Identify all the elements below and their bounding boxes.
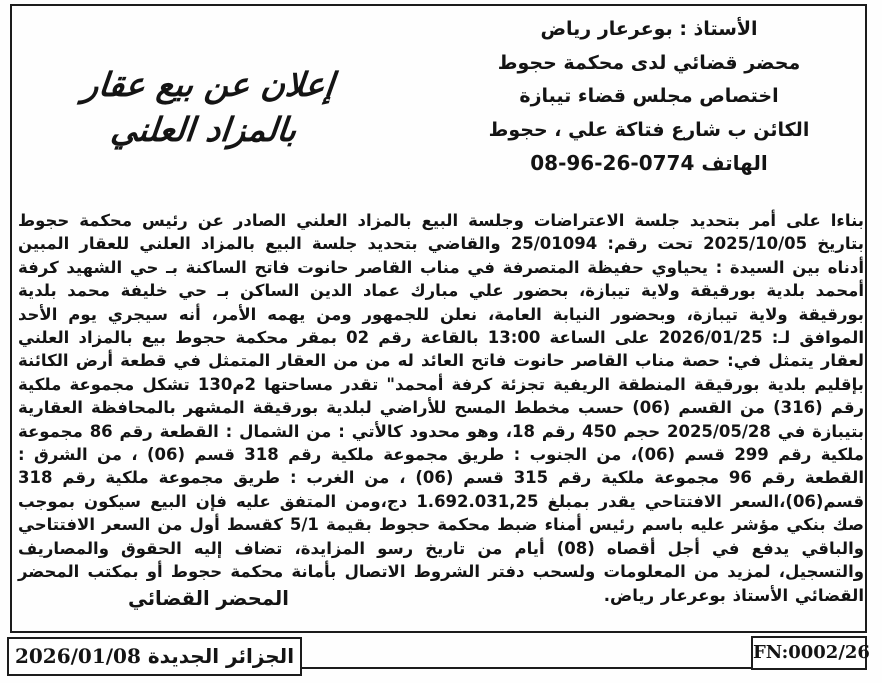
bailiff-name-line: الأستاذ : بوعرعار رياض — [540, 18, 758, 40]
bailiff-title-line: محضر قضائي لدى محكمة حجوط — [497, 51, 801, 74]
notice-body-text: بناءا على أمر بتحديد جلسة الاعتراضات وجلسة البيع بالمزاد العلني الصادر عن رئيس محكمة حجوط بتاريخ 2025/10/05 تحت رقم: 25/01094 والقاضي بتحديد جلسة البيع بالمزاد العلني للعقار المبين أدناه بين السيدة : يحياوي حفيظة المتصرفة في مناب القاصر حانوت فاتح الساكنة بـ حي الشهيد كرفة أمحمد بلدية بورقيقة ولاية تيبازة، بحضور علي مبارك عماد الدين الساكن بـ حي خليفة محمد بلدية بورقيقة ولاية تيبازة، وبحضور النيابة العامة، نعلن للجمهور ومن يهمه الأمر، أنه سيجري يوم الأحد الموافق لـ: 2026/01/25 على الساعة 13:00 بالقاعة رقم 02 بمقر محكمة حجوط بيع بالمزاد العلني لعقار يتمثل في: حصة مناب القاصر حانوت فاتح العائد له من من العقار المتمثل في قطعة أرض الكائنة بإقليم بلدية بورقيقة المنطقة الريفية تجزئة كرفة أمحمد" تقدر مساحتها 2م130 تشكل مجموعة ملكية رقم (316) من القسم (06) حسب مخطط المسح للأراضي لبلدية بورقيقة المشهر بالمحافظة العقارية بتيبازة في 2025/05/28 حجم 450 رقم 18، وهو محدود كالأتي : من الشمال : القطعة رقم 86 مجموعة ملكية رقم 299 قسم (06)، من الجنوب : طريق مجموعة ملكية رقم 318 قسم (06) ، من الشرق : القطعة رقم 96 مجموعة ملكية رقم 315 قسم (06) ، من الغرب : طريق مجموعة ملكية رقم 318 قسم(06)،السعر الافتتاحي يقدر بمبلغ 1.692.031,25 دج،ومن المتفق عليه فإن البيع سيكون بموجب صك بنكي مؤشر عليه باسم رئيس أمناء ضبط محكمة حجوط بقيمة 5/1 كقسط أول من السعر الافتتاحي والباقي يدفع في أجل أقصاه (08) أيام من تاريخ رسو المزايدة، تضاف إليه الحقوق والمصاريف والتسجيل، لمزيد من المعلومات ولسحب دفتر الشروط الاتصال بأمانة محكمة حجوط أو بمكتب المحضر القضائي الأستاذ بوعرعار رياض. — [18, 211, 865, 605]
bailiff-signature-label: المحضر القضائي — [128, 587, 289, 610]
newspaper-date-box: الجزائر الجديدة 2026/01/08 — [7, 637, 302, 676]
office-address-line: الكائن ب شارع فتاكة علي ، حجوط — [488, 118, 810, 141]
footer-divider-line — [301, 667, 752, 669]
auction-notice-title — [29, 62, 382, 152]
auction-title-line-1: إعلان عن بيع عقار — [80, 65, 336, 104]
jurisdiction-line: اختصاص مجلس قضاء تيبازة — [519, 85, 779, 107]
auction-title-line-2: بالمزاد العلني — [108, 110, 299, 149]
bailiff-header-block — [434, 13, 864, 181]
phone-number-line: الهاتف 0774-26-96-08 — [530, 151, 768, 175]
reference-number-box: FN:0002/26 — [751, 636, 867, 670]
